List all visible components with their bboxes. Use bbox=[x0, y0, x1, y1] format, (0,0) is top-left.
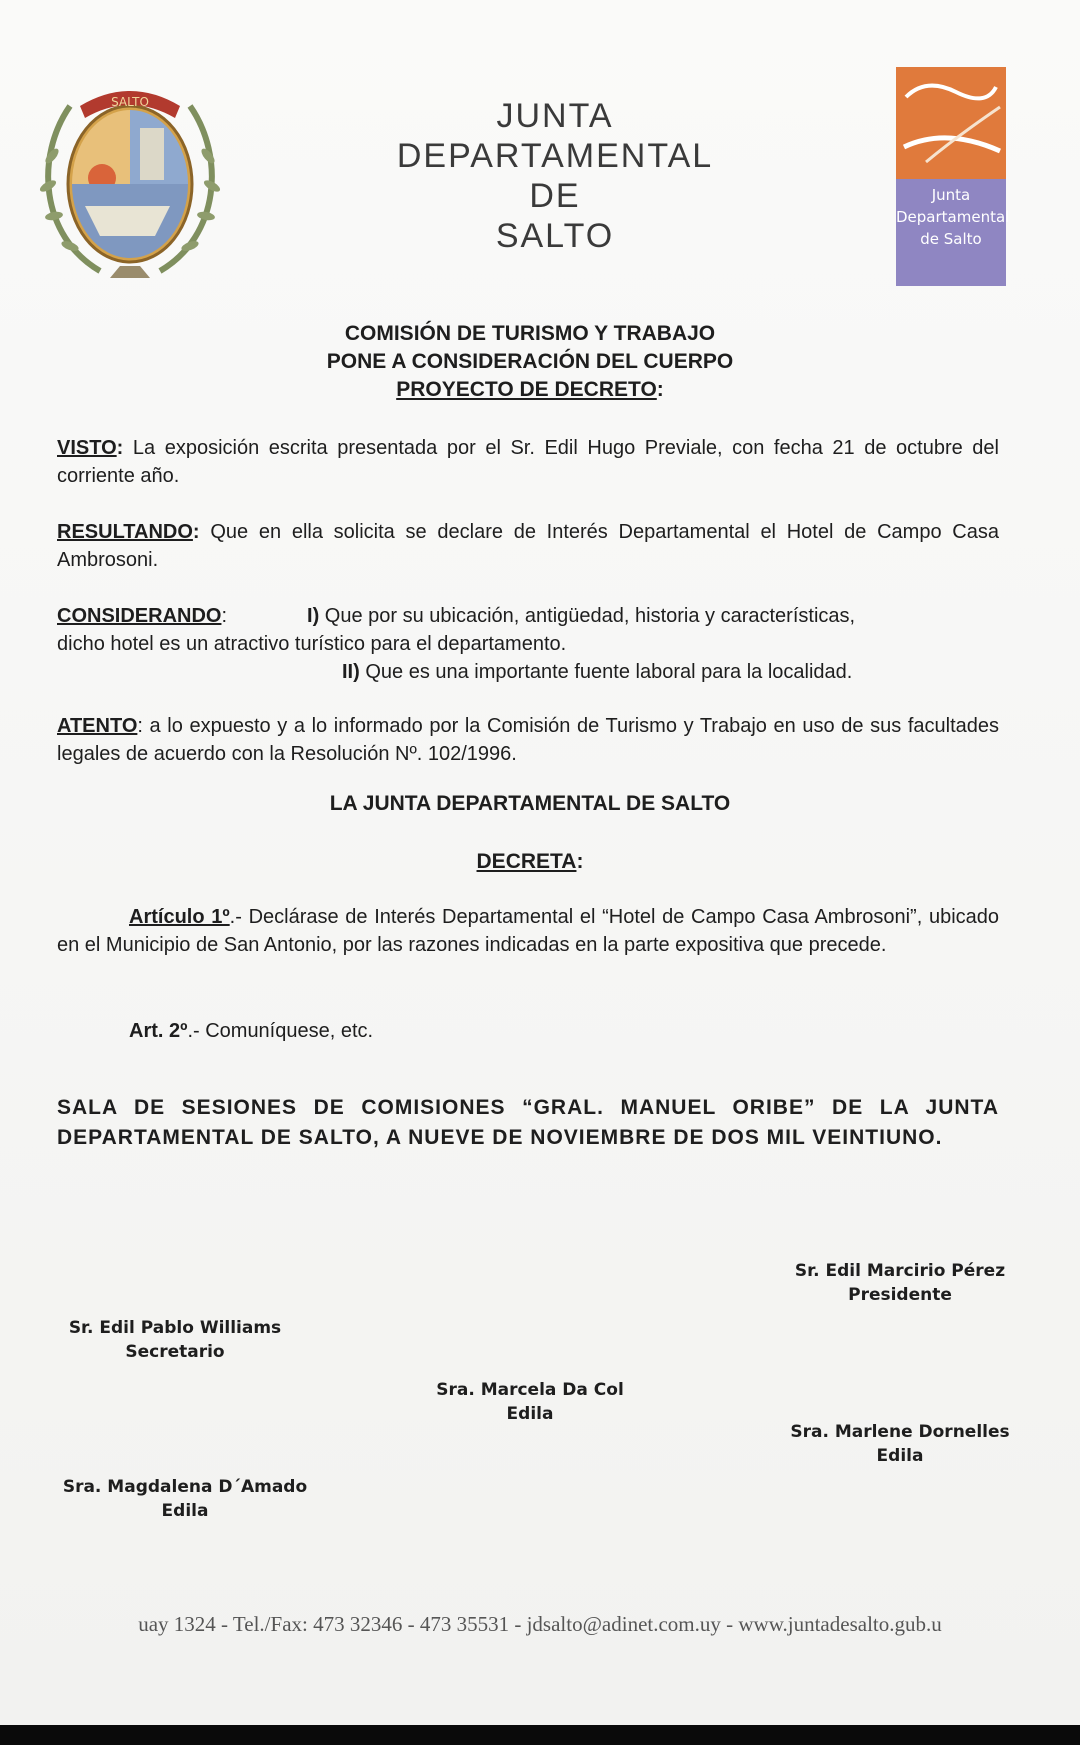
visto-label: VISTO bbox=[57, 437, 117, 459]
signature-presidente bbox=[770, 1259, 1030, 1307]
intro-line-1: COMISIÓN DE TURISMO Y TRABAJO bbox=[344, 322, 716, 345]
signature-damado bbox=[40, 1475, 330, 1523]
signature-dornelles-role: Edila bbox=[876, 1446, 924, 1466]
resultando-paragraph bbox=[57, 518, 999, 574]
atento-label: ATENTO bbox=[57, 715, 138, 737]
intro-line-2: PONE A CONSIDERACIÓN DEL CUERPO bbox=[326, 350, 734, 373]
articulo-2-label: Art. 2º bbox=[129, 1020, 188, 1042]
visto-paragraph bbox=[57, 434, 999, 490]
signature-dornelles-name: Sra. Marlene Dornelles bbox=[790, 1422, 1010, 1442]
signature-presidente-name: Sr. Edil Marcirio Pérez bbox=[794, 1261, 1006, 1281]
visto-text: La exposición escrita presentada por el Sr. Edil Hugo Previale, con fecha 21 de octubre del corriente año. bbox=[57, 437, 999, 487]
signature-dornelles bbox=[770, 1420, 1030, 1468]
articulo-2-text: .- Comuníquese, etc. bbox=[187, 1020, 374, 1042]
proyecto-colon: : bbox=[656, 378, 664, 401]
articulo-1-paragraph bbox=[57, 903, 999, 959]
intro-block bbox=[180, 320, 880, 404]
title-line-1: JUNTA bbox=[496, 97, 614, 135]
junta-resolution-line: LA JUNTA DEPARTAMENTAL DE SALTO bbox=[329, 792, 731, 815]
signature-dacol-name: Sra. Marcela Da Col bbox=[436, 1380, 624, 1400]
proyecto-label: PROYECTO DE DECRETO bbox=[396, 378, 657, 401]
bottom-edge-bar bbox=[0, 1725, 1080, 1745]
footer-contact-line: uay 1324 - Tel./Fax: 473 32346 - 473 35531 - jdsalto@adinet.com.uy - www.juntadesalto.gub.u bbox=[138, 1612, 942, 1636]
logo-text-line-3: de Salto bbox=[920, 230, 982, 248]
atento-paragraph bbox=[57, 712, 999, 768]
signature-secretario bbox=[40, 1316, 310, 1364]
signature-damado-role: Edila bbox=[161, 1501, 209, 1521]
signature-damado-name: Sra. Magdalena D´Amado bbox=[62, 1477, 308, 1497]
intro-line-3 bbox=[180, 376, 880, 404]
logo-text-line-1: Junta bbox=[931, 186, 971, 204]
considerando-label: CONSIDERANDO bbox=[57, 605, 222, 627]
atento-text: : a lo expuesto y a lo informado por la Comisión de Turismo y Trabajo en uso de sus facultades legales de acuerdo con la Resolución Nº. 102/1996. bbox=[57, 715, 999, 765]
articulo-2-paragraph bbox=[57, 1017, 999, 1045]
resultando-label: RESULTANDO bbox=[57, 521, 193, 543]
logo-graphic bbox=[896, 67, 1010, 286]
considerando-item-2-num: II) bbox=[342, 661, 360, 683]
resultando-colon: : bbox=[192, 521, 200, 543]
title-line-4: SALTO bbox=[495, 217, 615, 255]
institution-title bbox=[300, 96, 810, 256]
signature-dacol-role: Edila bbox=[506, 1404, 554, 1424]
signature-presidente-role: Presidente bbox=[848, 1285, 952, 1305]
coat-of-arms-emblem bbox=[30, 66, 230, 296]
considerando-colon: : bbox=[221, 605, 228, 627]
considerando-item-1-text: Que por su ubicación, antigüedad, historia y características, bbox=[319, 605, 856, 627]
signature-secretario-role: Secretario bbox=[125, 1342, 225, 1362]
signature-secretario-name: Sr. Edil Pablo Williams bbox=[68, 1318, 282, 1338]
resultando-text: Que en ella solicita se declare de Interés Departamental el Hotel de Campo Casa Ambrosoni. bbox=[57, 521, 999, 571]
considerando-item-2-text: Que es una importante fuente laboral para la localidad. bbox=[359, 661, 853, 683]
considerando-item-1-cont: dicho hotel es un atractivo turístico para el departamento. bbox=[57, 633, 567, 655]
considerando-paragraph bbox=[57, 602, 999, 686]
considerando-line-1 bbox=[57, 602, 999, 630]
signature-dacol bbox=[410, 1378, 650, 1426]
articulo-1-label: Artículo 1º bbox=[129, 906, 230, 928]
decreta-label: DECRETA bbox=[476, 850, 577, 873]
visto-colon: : bbox=[116, 437, 124, 459]
junta-logo bbox=[896, 67, 1010, 286]
emblem-banner-text: SALTO bbox=[111, 95, 149, 109]
considerando-item-1-num: I) bbox=[307, 605, 320, 627]
title-line-2: DEPARTAMENTAL bbox=[396, 137, 714, 175]
title-line-3: DE bbox=[529, 177, 581, 215]
logo-text-line-2: Departamental bbox=[896, 208, 1010, 226]
articulo-1-text: .- Declárase de Interés Departamental el “Hotel de Campo Casa Ambrosoni”, ubicado en el Municipio de San Antonio, por las razones indicadas en la parte expositiva que precede. bbox=[57, 906, 1000, 956]
decreta-colon: : bbox=[576, 850, 584, 873]
decreta-line bbox=[180, 848, 880, 876]
considerando-line-3 bbox=[57, 658, 999, 686]
sala-sesiones-statement: SALA DE SESIONES DE COMISIONES “GRAL. MANUEL ORIBE” DE LA JUNTA DEPARTAMENTAL DE SALTO, A NUEVE DE NOVIEMBRE DE DOS MIL VEINTIUNO. bbox=[57, 1096, 999, 1149]
